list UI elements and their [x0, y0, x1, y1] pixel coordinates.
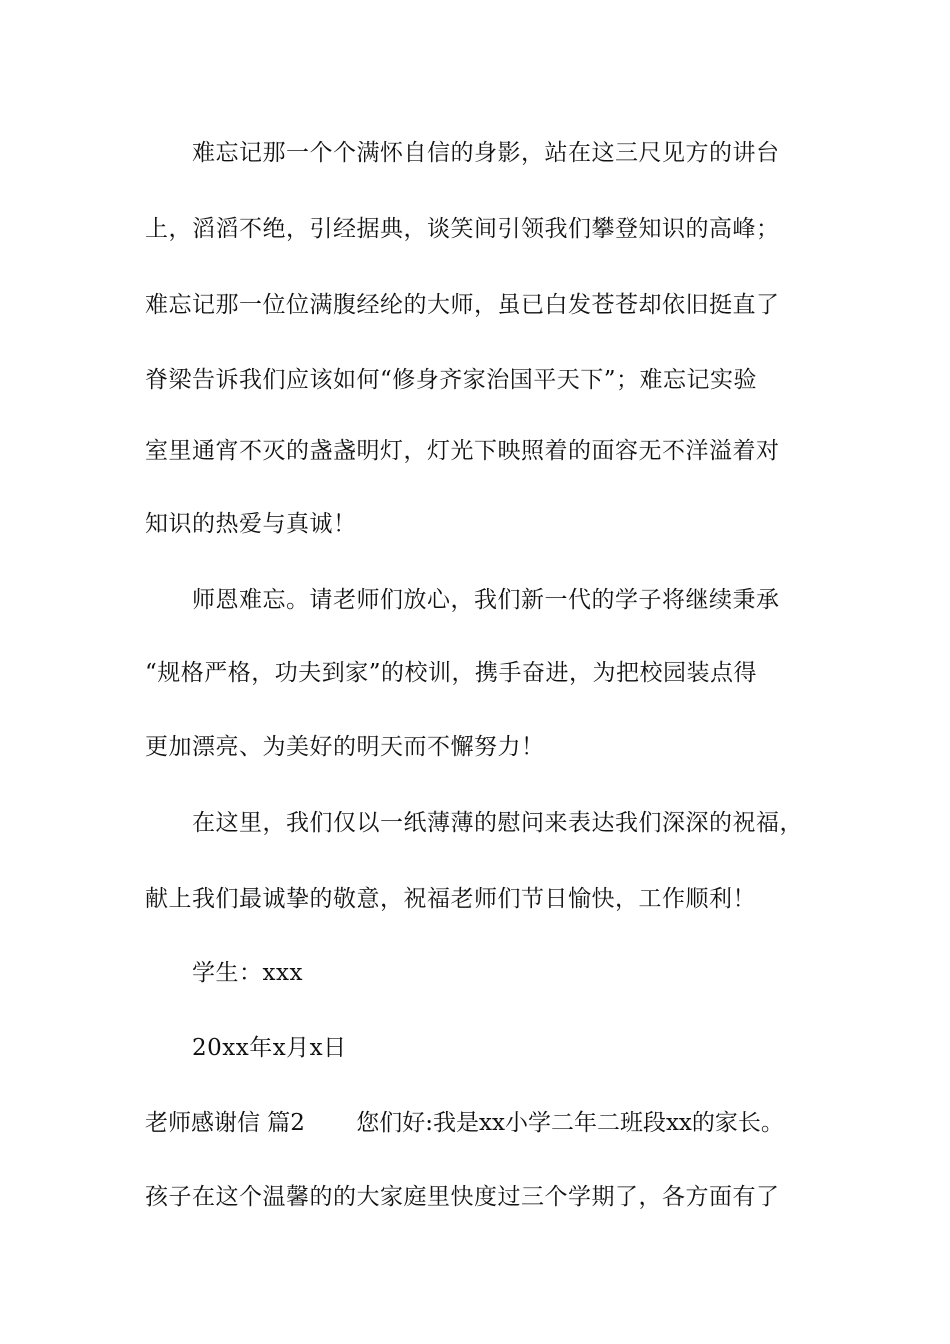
paragraph2-line2: “规格严格，功夫到家”的校训，携手奋进，为把校园装点得 — [145, 660, 758, 686]
section2-title: 老师感谢信 篇2 — [145, 1110, 305, 1136]
paragraph2-line1: 师恩难忘。请老师们放心，我们新一代的学子将继续秉承 — [192, 587, 780, 613]
paragraph3-line1: 在这里，我们仅以一纸薄薄的慰问来表达我们深深的祝福， — [192, 810, 803, 836]
paragraph1-line6: 知识的热爱与真诚！ — [145, 511, 357, 537]
paragraph1-line1: 难忘记那一个个满怀自信的身影，站在这三尺见方的讲台 — [192, 140, 780, 166]
paragraph3-line2: 献上我们最诚挚的敬意，祝福老师们节日愉快，工作顺利！ — [145, 886, 756, 912]
section2-second-line: 孩子在这个温馨的的大家庭里快度过三个学期了，各方面有了 — [145, 1184, 780, 1210]
date: 20xx年x月x日 — [192, 1035, 347, 1061]
paragraph1-line2: 上，滔滔不绝，引经据典，谈笑间引领我们攀登知识的高峰； — [145, 216, 780, 242]
section2-heading-row — [145, 1103, 825, 1143]
paragraph1-line3: 难忘记那一位位满腹经纶的大师，虽已白发苍苍却依旧挺直了 — [145, 292, 780, 318]
paragraph2-line3: 更加漂亮、为美好的明天而不懈努力！ — [145, 734, 545, 760]
paragraph1-line4: 脊梁告诉我们应该如何“修身齐家治国平天下”；难忘记实验 — [145, 367, 758, 393]
paragraph1-line5: 室里通宵不灭的盏盏明灯，灯光下映照着的面容无不洋溢着对 — [145, 438, 780, 464]
signature: 学生：xxx — [192, 960, 303, 986]
section2-first-line: 您们好:我是xx小学二年二班段xx的家长。 — [356, 1110, 784, 1136]
